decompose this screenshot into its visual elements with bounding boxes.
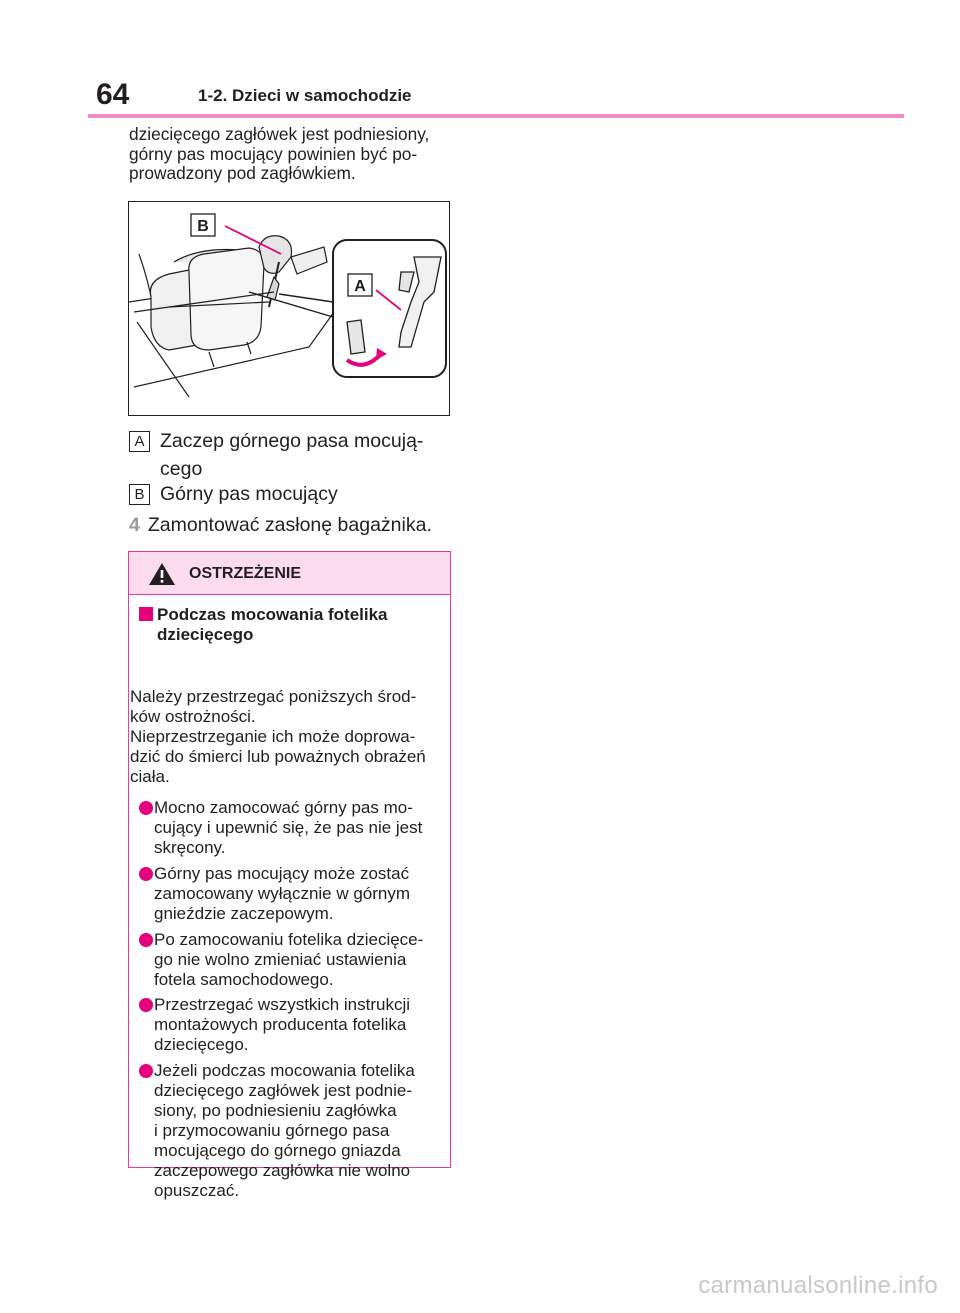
callout-a-line: cego bbox=[160, 458, 203, 480]
warning-bullet bbox=[139, 864, 410, 924]
heading-square-icon bbox=[139, 607, 153, 621]
bullet-line: Przestrzegać wszystkich instrukcji bbox=[154, 995, 411, 1014]
step-number: 4 bbox=[129, 514, 140, 536]
warning-header bbox=[129, 552, 450, 595]
section-title: 1-2. Dzieci w samochodzie bbox=[198, 86, 412, 105]
bullet-dot-icon bbox=[139, 1064, 153, 1078]
bullet-dot-icon bbox=[139, 933, 153, 947]
warning-title: OSTRZEŻENIE bbox=[189, 565, 302, 582]
warning-bullet bbox=[139, 1061, 415, 1201]
warning-triangle-icon bbox=[147, 561, 177, 587]
warning-bullet bbox=[139, 798, 422, 858]
warning-paragraph-line: Nieprzestrzeganie ich może doprowa- bbox=[130, 727, 416, 746]
bullet-line: Mocno zamocować górny pas mo- bbox=[154, 798, 413, 817]
bullet-line: cujący i upewnić się, że pas nie jest bbox=[154, 818, 423, 837]
bullet-line: skręcony. bbox=[154, 838, 226, 857]
bullet-line: dziecięcego zagłówek jest podnie- bbox=[154, 1081, 412, 1100]
bullet-line: dziecięcego. bbox=[154, 1035, 249, 1054]
warning-heading bbox=[143, 605, 388, 645]
bullet-line: zamocowany wyłącznie w górnym bbox=[154, 884, 411, 903]
bullet-line: montażowych producenta fotelika bbox=[154, 1015, 407, 1034]
bullet-line: Jeżeli podczas mocowania fotelika bbox=[154, 1061, 415, 1080]
figure-label-b: B bbox=[197, 218, 209, 235]
bullet-line: Po zamocowaniu fotelika dziecięce- bbox=[154, 930, 424, 949]
bullet-line: opuszczać. bbox=[154, 1181, 240, 1200]
header-rule bbox=[88, 114, 904, 118]
bullet-line: siony, po podniesieniu zagłówka bbox=[154, 1101, 397, 1120]
bullet-line: fotela samochodowego. bbox=[154, 970, 334, 989]
intro-line: górny pas mocujący powinien być po- bbox=[129, 143, 418, 164]
child-seat-tether-illustration bbox=[128, 201, 450, 416]
warning-heading-line: Podczas mocowania fotelika bbox=[157, 605, 388, 624]
warning-paragraph-line: Należy przestrzegać poniższych środ- bbox=[130, 687, 417, 706]
callout-tag-b: B bbox=[129, 484, 150, 505]
callout-a-text bbox=[160, 427, 423, 483]
callout-b-text: Górny pas mocujący bbox=[160, 483, 338, 505]
bullet-line: mocującego do górnego gniazda bbox=[154, 1141, 401, 1160]
warning-heading-line: dziecięcego bbox=[157, 625, 254, 644]
callout-a-line: Zaczep górnego pasa mocują- bbox=[160, 430, 424, 452]
page-number: 64 bbox=[96, 78, 130, 111]
bullet-dot-icon bbox=[139, 801, 153, 815]
bullet-line: zaczepowego zagłówka nie wolno bbox=[154, 1161, 411, 1180]
warning-bullet bbox=[139, 930, 423, 990]
bullet-line: go nie wolno zmieniać ustawienia bbox=[154, 950, 407, 969]
step-text: Zamontować zasłonę bagażnika. bbox=[147, 514, 432, 536]
figure-label-a: A bbox=[354, 278, 366, 295]
step-4 bbox=[129, 511, 432, 539]
intro-line: dziecięcego zagłówek jest podniesiony, bbox=[129, 124, 430, 144]
warning-paragraph-line: dzić do śmierci lub poważnych obrażeń bbox=[130, 747, 426, 766]
bullet-dot-icon bbox=[139, 867, 153, 881]
bullet-line: i przymocowaniu górnego pasa bbox=[154, 1121, 390, 1140]
bullet-line: gnieździe zaczepowym. bbox=[154, 904, 334, 923]
callout-tag-a: A bbox=[129, 431, 150, 452]
seat-illustration-drawing bbox=[129, 202, 450, 416]
warning-paragraph bbox=[130, 687, 426, 787]
warning-paragraph-line: ków ostrożności. bbox=[130, 707, 256, 726]
intro-line: prowadzony pod zagłówkiem. bbox=[129, 163, 356, 183]
warning-box bbox=[128, 551, 451, 1200]
bullet-dot-icon bbox=[139, 998, 153, 1012]
watermark: carmanualsonline.info bbox=[698, 1272, 938, 1299]
intro-text bbox=[129, 125, 459, 184]
bullet-line: Górny pas mocujący może zostać bbox=[154, 864, 410, 883]
warning-paragraph-line: ciała. bbox=[130, 767, 170, 786]
warning-bullet bbox=[139, 995, 410, 1055]
